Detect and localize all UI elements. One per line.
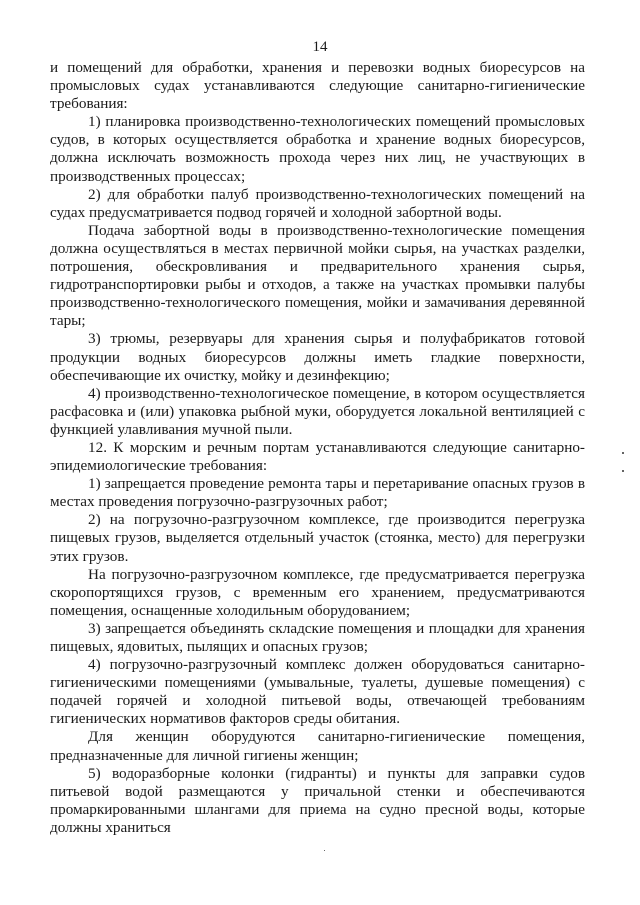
paragraph-port-item-3: 3) запрещается объединять складские помещения и площадки для хранения пищевых, ядовитых, пылящих и опасных грузов; <box>50 619 585 655</box>
paragraph-section-12: 12. К морским и речным портам устанавливаются следующие санитарно-эпидемиологические требования: <box>50 438 585 475</box>
document-body <box>50 59 585 837</box>
paragraph-item-2: 2) для обработки палуб производственно-технологических помещений на судах предусматривается подвод горячей и холодной забортной воды. <box>50 185 585 221</box>
scan-speck <box>622 452 624 454</box>
paragraph-continuation: и помещений для обработки, хранения и перевозки водных биоресурсов на промысловых судах устанавливаются следующие санитарно-гигиенические требования: <box>50 59 585 113</box>
paragraph-port-item-1: 1) запрещается проведение ремонта тары и перетаривание опасных грузов в местах проведения погрузочно-разгрузочных работ; <box>50 475 585 511</box>
paragraph-port-item-5: 5) водоразборные колонки (гидранты) и пункты для заправки судов питьевой водой размещаются у причальной стенки и обеспечиваются промаркированными шлангами для приема на судно пресной воды, которые должны храниться <box>50 764 585 836</box>
paragraph-item-3: 3) трюмы, резервуары для хранения сырья и полуфабрикатов готовой продукции водных биоресурсов должны иметь гладкие поверхности, обеспечивающие их очистку, мойку и дезинфекцию; <box>50 330 585 384</box>
paragraph-item-1: 1) планировка производственно-технологических помещений промысловых судов, в которых осуществляется обработка и хранение водных биоресурсов, должна исключать возможность прохода через них лиц, не участвующих в производственных процессах; <box>50 113 585 185</box>
paragraph-women-hygiene: Для женщин оборудуются санитарно-гигиенические помещения, предназначенные для личной гигиены женщин; <box>50 728 585 764</box>
page-number: 14 <box>312 39 328 55</box>
paragraph-perishable-cargo: На погрузочно-разгрузочном комплексе, где предусматривается перегрузка скоропортящихся грузов, с временным его хранением, предусматриваются помещения, оснащенные холодильным оборудованием; <box>50 565 585 619</box>
paragraph-port-item-2: 2) на погрузочно-разгрузочном комплексе, где производится перегрузка пищевых грузов, выделяется отдельный участок (стоянка, место) для перегрузки этих грузов. <box>50 511 585 565</box>
paragraph-seawater-supply: Подача забортной воды в производственно-технологические помещения должна осуществляться в местах первичной мойки сырья, на участках разделки, потрошения, обескровливания и предварительного хранения сырья, гидротранспортировки рыбы и отходов, а также на участках промывки палубы производственно-технологического помещения, мойки и замачивания деревянной тары; <box>50 221 585 330</box>
paragraph-port-item-4: 4) погрузочно-разгрузочный комплекс должен оборудоваться санитарно-гигиеническими помещениями (умывальные, туалеты, душевые помещения) с подачей горячей и холодной питьевой воды, отвечающей требованиям гигиенических нормативов факторов среды обитания. <box>50 656 585 728</box>
paragraph-item-4: 4) производственно-технологическое помещение, в котором осуществляется расфасовка и (или) упаковка рыбной муки, оборудуется локальной вентиляцией с функцией улавливания мучной пыли. <box>50 384 585 438</box>
scan-speck <box>324 850 325 851</box>
scan-speck <box>622 470 624 472</box>
